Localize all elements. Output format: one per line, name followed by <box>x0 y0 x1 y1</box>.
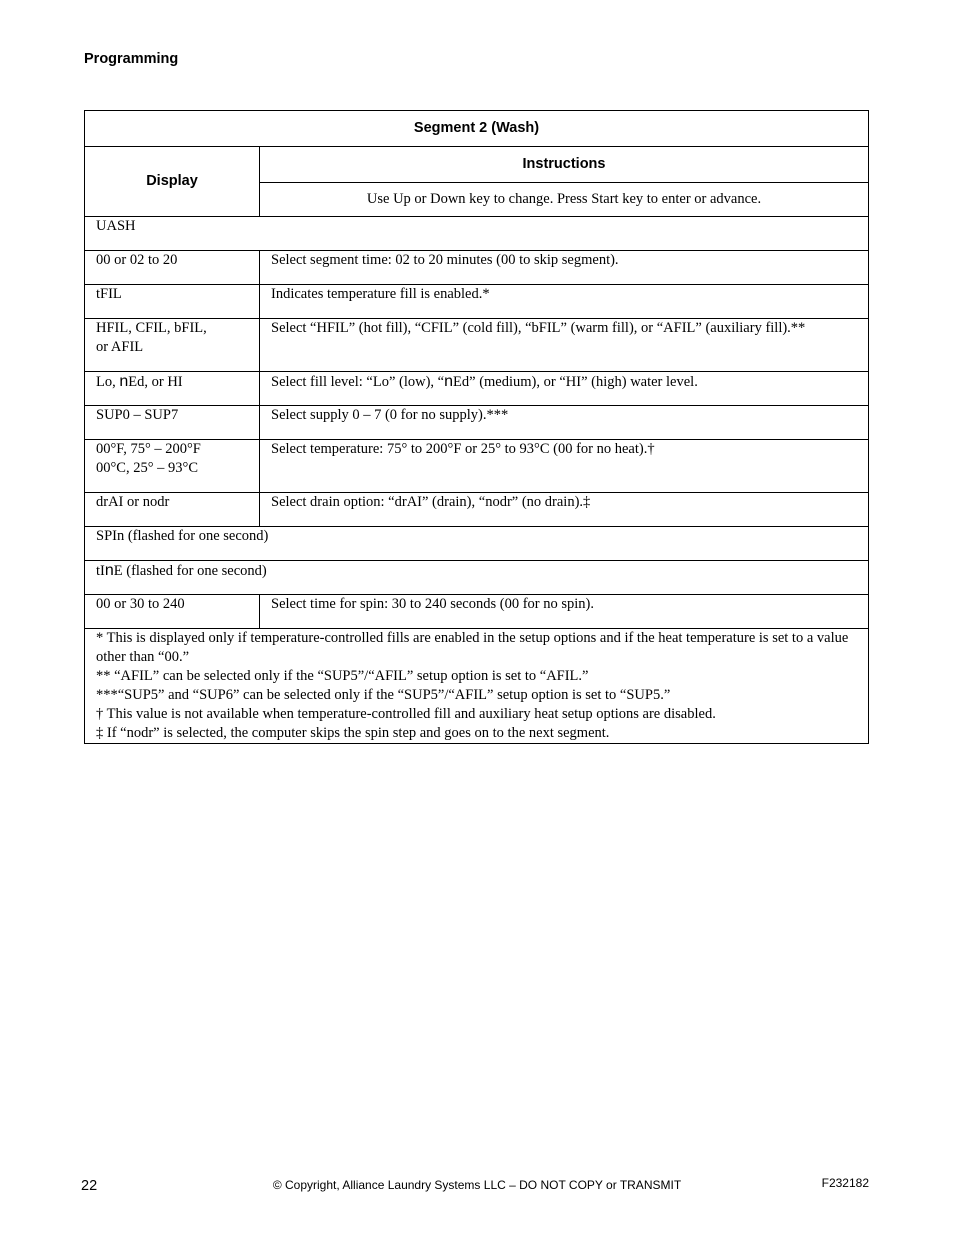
display-n-glyph: n <box>119 373 129 390</box>
table-row <box>85 561 869 595</box>
display-line: 00°C, 25° – 93°C <box>96 460 198 476</box>
document-id: F232182 <box>821 1176 869 1190</box>
display-cell: SUP0 – SUP7 <box>85 406 260 440</box>
instruction-cell: Select supply 0 – 7 (0 for no supply).*** <box>260 406 869 440</box>
display-cell <box>85 372 260 406</box>
instruction-cell: Select temperature: 75° to 200°F or 25° to 93°C (00 for no heat).† <box>260 440 869 493</box>
footnote: ** “AFIL” can be selected only if the “SUP5”/“AFIL” setup option is set to “AFIL.” <box>96 668 589 684</box>
display-cell: 00 or 30 to 240 <box>85 595 260 629</box>
instruction-cell: Indicates temperature fill is enabled.* <box>260 285 869 319</box>
table-row <box>85 527 869 561</box>
table-row <box>85 493 869 527</box>
display-line: HFIL, CFIL, bFIL, <box>96 320 207 336</box>
notes-row <box>85 629 869 744</box>
footnote: ‡ If “nodr” is selected, the computer skips the spin step and goes on to the next segment. <box>96 725 610 741</box>
copyright-notice: © Copyright, Alliance Laundry Systems LLC – DO NOT COPY or TRANSMIT <box>272 1178 682 1192</box>
table-row <box>85 251 869 285</box>
display-cell: 00 or 02 to 20 <box>85 251 260 285</box>
display-text: Lo, <box>96 374 120 390</box>
display-text: tI <box>96 563 105 579</box>
instruction-cell <box>260 372 869 406</box>
display-line: 00°F, 75° – 200°F <box>96 441 201 457</box>
instructions-header: Instructions <box>260 147 869 183</box>
display-cell: UASH <box>85 217 869 251</box>
section-title: Programming <box>84 51 179 67</box>
display-n-glyph: n <box>104 562 114 579</box>
instruction-cell: Select time for spin: 30 to 240 seconds (00 for no spin). <box>260 595 869 629</box>
instructions-note: Use Up or Down key to change. Press Start key to enter or advance. <box>260 183 869 217</box>
footnote: ***“SUP5” and “SUP6” can be selected only if the “SUP5”/“AFIL” setup option is set to “SUP5.” <box>96 687 671 703</box>
notes-cell <box>85 629 869 744</box>
instruction-cell: Select drain option: “drAI” (drain), “nodr” (no drain).‡ <box>260 493 869 527</box>
table-row <box>85 595 869 629</box>
segment-table <box>84 110 869 744</box>
display-line: or AFIL <box>96 339 144 355</box>
table-row <box>85 319 869 372</box>
display-cell: SPIn (flashed for one second) <box>85 527 869 561</box>
instruction-text: Select fill level: “Lo” (low), “ <box>271 374 445 390</box>
instruction-cell: Select segment time: 02 to 20 minutes (00 to skip segment). <box>260 251 869 285</box>
table-row <box>85 440 869 493</box>
display-cell <box>85 561 869 595</box>
instruction-text: Ed” (medium), or “HI” (high) water level. <box>453 374 698 390</box>
table-row <box>85 285 869 319</box>
display-text: E (flashed for one second) <box>113 563 267 579</box>
table-row <box>85 217 869 251</box>
table-row <box>85 406 869 440</box>
table-row <box>85 372 869 406</box>
display-cell <box>85 319 260 372</box>
display-cell: drAI or nodr <box>85 493 260 527</box>
display-cell: tFIL <box>85 285 260 319</box>
display-text: Ed, or HI <box>128 374 183 390</box>
footnote: * This is displayed only if temperature-controlled fills are enabled in the setup options and if the heat temperature is set to a value other than “00.” <box>96 630 849 665</box>
instruction-n-glyph: n <box>444 373 454 390</box>
table-title: Segment 2 (Wash) <box>85 111 869 147</box>
page-number: 22 <box>81 1178 98 1194</box>
display-header: Display <box>85 147 260 217</box>
display-cell <box>85 440 260 493</box>
footnote: † This value is not available when temperature-controlled fill and auxiliary heat setup options are disabled. <box>96 706 716 722</box>
instruction-cell: Select “HFIL” (hot fill), “CFIL” (cold fill), “bFIL” (warm fill), or “AFIL” (auxiliary fill).** <box>260 319 869 372</box>
